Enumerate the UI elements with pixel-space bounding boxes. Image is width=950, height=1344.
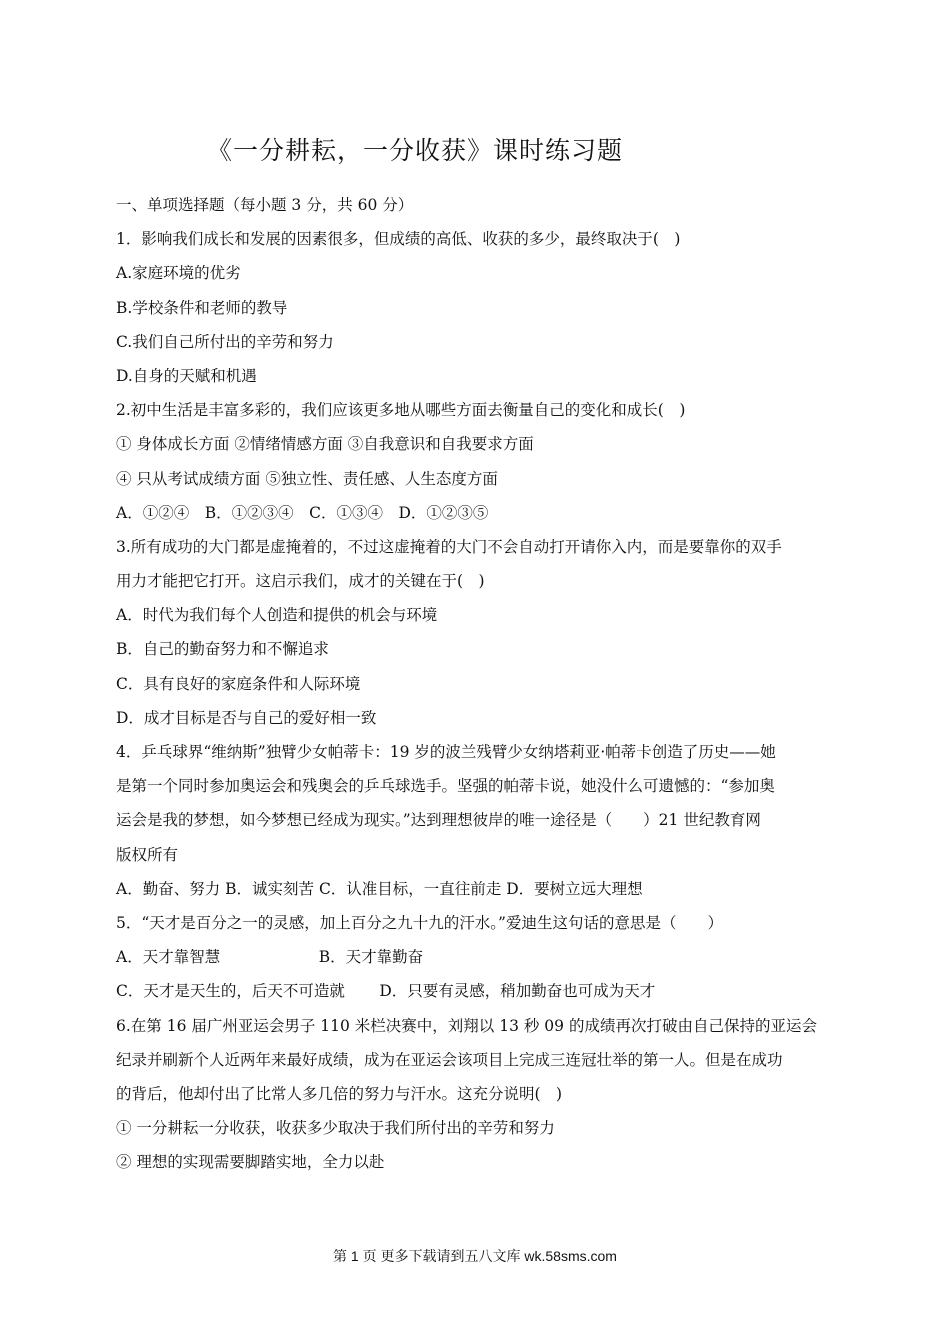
question-2-items-2: ④ 只从考试成绩方面 ⑤独立性、责任感、人生态度方面 [116, 469, 498, 488]
question-6-item-1: ① 一分耕耘一分收获，收获多少取决于我们所付出的辛劳和努力 [116, 1119, 555, 1138]
question-5-options-ab: A．天才靠智慧 B．天才靠勤奋 [116, 948, 424, 967]
question-6-stem-line-1: 6.在第 16 届广州亚运会男子 110 米栏决赛中，刘翔以 13 秒 09 的成绩再次打破由自己保持的亚运会 [116, 1016, 817, 1035]
question-4-stem-line-3: 运会是我的梦想，如今梦想已经成为现实。”达到理想彼岸的唯一途径是（ ）21 世纪教育网 [116, 811, 761, 830]
question-3-stem-line-2: 用力才能把它打开。这启示我们，成才的关键在于( ) [116, 572, 485, 591]
question-5-options-cd: C．天才是天生的，后天不可造就 D．只要有灵感，稍加勤奋也可成为天才 [116, 982, 656, 1001]
question-4-stem-line-1: 4．乒乓球界“维纳斯”独臂少女帕蒂卡：19 岁的波兰残臂少女纳塔莉亚·帕蒂卡创造了历史——她 [116, 743, 776, 761]
question-1-option-b: B.学校条件和老师的教导 [116, 298, 288, 317]
question-1-option-a: A.家庭环境的优劣 [116, 264, 241, 283]
question-1-option-d: D.自身的天赋和机遇 [116, 366, 257, 385]
question-2-options: A．①②④ B．①②③④ C．①③④ D．①②③⑤ [116, 503, 489, 522]
question-3-option-a: A．时代为我们每个人创造和提供的机会与环境 [116, 606, 438, 625]
question-body [116, 188, 838, 1179]
question-4-options: A．勤奋、努力 B．诚实刻苦 C．认准目标，一直往前走 D．要树立远大理想 [116, 879, 643, 898]
question-3-option-d: D．成才目标是否与自己的爱好相一致 [116, 708, 377, 727]
question-2-stem: 2.初中生活是丰富多彩的，我们应该更多地从哪些方面去衡量自己的变化和成长( ) [116, 401, 686, 420]
document-title: 《一分耕耘，一分收获》课时练习题 [206, 136, 623, 165]
question-3-option-b: B．自己的勤奋努力和不懈追求 [116, 640, 329, 659]
question-6-stem-line-2: 纪录并刷新个人近两年来最好成绩，成为在亚运会该项目上完成三连冠壮举的第一人。但是在成功 [116, 1050, 783, 1069]
question-6-item-2: ② 理想的实现需要脚踏实地，全力以赴 [116, 1153, 385, 1172]
question-5-stem: 5．“天才是百分之一的灵感，加上百分之九十九的汗水。”爱迪生这句话的意思是（ ） [116, 913, 723, 932]
question-1-option-c: C.我们自己所付出的辛劳和努力 [116, 332, 334, 351]
question-6-stem-line-3: 的背后，他却付出了比常人多几倍的努力与汗水。这充分说明( ) [116, 1084, 563, 1103]
question-4-stem-line-2: 是第一个同时参加奥运会和残奥会的乒乓球选手。坚强的帕蒂卡说，她没什么可遗憾的：“参加奥 [116, 777, 775, 796]
question-3-stem-line-1: 3.所有成功的大门都是虚掩着的，不过这虚掩着的大门不会自动打开请你入内，而是要靠你的双手 [116, 537, 782, 556]
section-heading: 一、单项选择题（每小题 3 分，共 60 分） [116, 196, 414, 214]
question-4-stem-line-4: 版权所有 [116, 845, 179, 864]
question-1-stem: 1．影响我们成长和发展的因素很多，但成绩的高低、收获的多少，最终取决于( ) [116, 230, 681, 249]
question-3-option-c: C．具有良好的家庭条件和人际环境 [116, 674, 361, 693]
page-footer: 第 1 页 更多下载请到五八文库 wk.58sms.com [333, 1248, 617, 1264]
question-2-items-1: ① 身体成长方面 ②情绪情感方面 ③自我意识和自我要求方面 [116, 435, 534, 454]
